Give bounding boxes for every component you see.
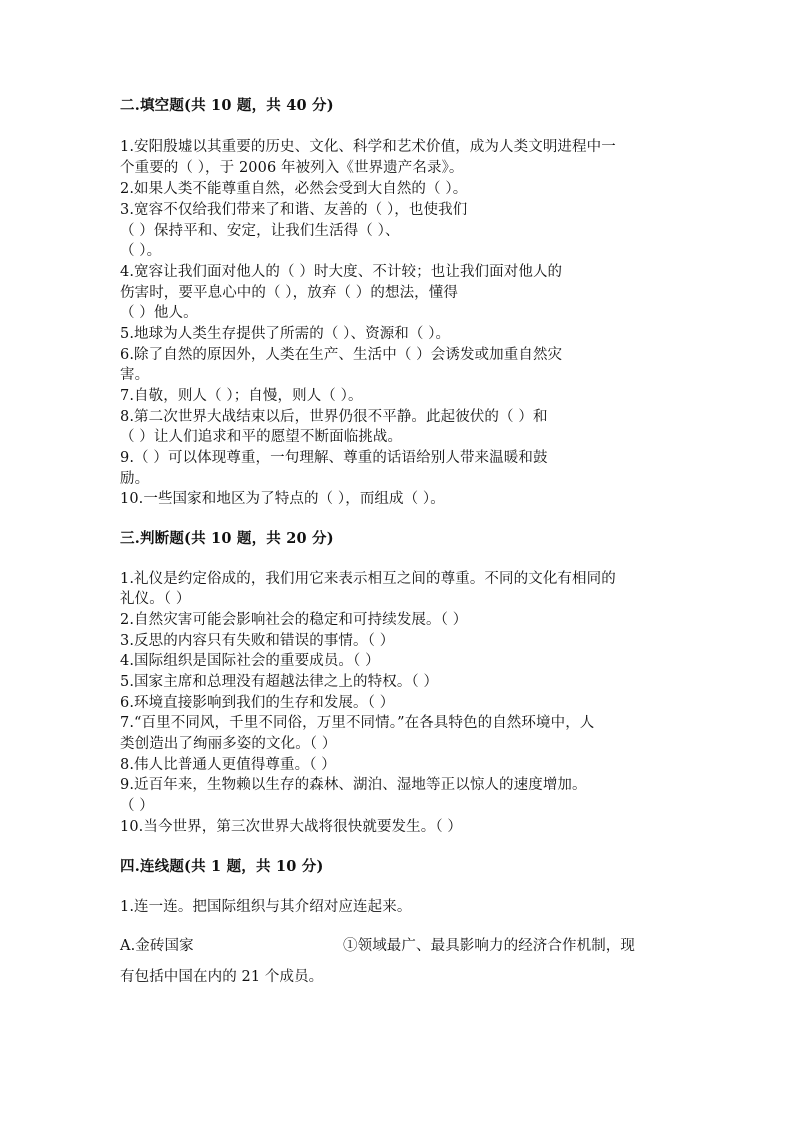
fill-line-4: 3.宽容不仅给我们带来了和谐、友善的（ ），也使我们 — [120, 202, 468, 218]
judge-line-11: 9.近百年来，生物赖以生存的森林、湖泊、湿地等正以惊人的速度增加。 — [120, 777, 587, 793]
fill-line-1: 1.安阳殷墟以其重要的历史、文化、科学和艺术价值，成为人类文明进程中一 — [120, 139, 616, 155]
fill-line-12: 害。 — [120, 367, 150, 383]
match-question: 1.连一连。把国际组织与其介绍对应连起来。 — [120, 899, 412, 915]
fill-line-10: 5.地球为人类生存提供了所需的（ ）、资源和（ ）。 — [120, 326, 451, 342]
fill-line-14: 8.第二次世界大战结束以后，世界仍很不平静。此起彼伏的（ ）和 — [120, 409, 548, 425]
judge-line-13: 10.当今世界，第三次世界大战将很快就要发生。（ ） — [120, 819, 463, 835]
fill-line-5: （ ）保持平和、安定，让我们生活得（ ）、 — [120, 223, 400, 239]
judge-line-8: 7.“百里不同风，千里不同俗，万里不同情。”在各具特色的自然环境中，人 — [120, 715, 595, 731]
fill-line-15: （ ）让人们追求和平的愿望不断面临挑战。 — [120, 429, 403, 445]
fill-line-6: （ ）。 — [120, 243, 162, 259]
fill-line-17: 励。 — [120, 471, 150, 487]
judge-line-2: 礼仪。（ ） — [120, 591, 191, 607]
fill-line-8: 伤害时，要平息心中的（ ），放弃（ ）的想法，懂得 — [120, 285, 458, 301]
judge-line-12: （ ） — [120, 798, 154, 814]
section-title-true-false: 三.判断题(共 10 题，共 20 分) — [120, 530, 334, 547]
fill-line-2: 个重要的（ ），于 2006 年被列入《世界遗产名录》。 — [120, 160, 464, 176]
fill-line-18: 10.一些国家和地区为了特点的（ ），而组成（ ）。 — [120, 491, 445, 507]
match-right-item-1-continued: 有包括中国在内的 21 个成员。 — [120, 969, 324, 985]
judge-line-3: 2.自然灾害可能会影响社会的稳定和可持续发展。（ ） — [120, 612, 468, 628]
judge-line-1: 1.礼仪是约定俗成的，我们用它来表示相互之间的尊重。不同的文化有相同的 — [120, 571, 616, 587]
fill-line-16: 9.（ ）可以体现尊重，一句理解、尊重的话语给别人带来温暖和鼓 — [120, 450, 548, 466]
judge-line-5: 4.国际组织是国际社会的重要成员。（ ） — [120, 653, 380, 669]
judge-line-10: 8.伟人比普通人更值得尊重。（ ） — [120, 757, 336, 773]
judge-line-9: 类创造出了绚丽多姿的文化。（ ） — [120, 736, 337, 752]
judge-line-4: 3.反思的内容只有失败和错误的事情。（ ） — [120, 633, 395, 649]
fill-line-13: 7.自敬，则人（ ）；自慢，则人（ ）。 — [120, 388, 363, 404]
match-right-item-1: ①领域最广、最具影响力的经济合作机制，现 — [343, 938, 635, 954]
fill-line-3: 2.如果人类不能尊重自然，必然会受到大自然的（ ）。 — [120, 181, 468, 197]
fill-line-9: （ ）他人。 — [120, 305, 198, 321]
fill-line-11: 6.除了自然的原因外，人类在生产、生活中（ ）会诱发或加重自然灾 — [120, 347, 563, 363]
match-left-item-a: A.金砖国家 — [120, 938, 194, 954]
section-title-matching: 四.连线题(共 1 题，共 10 分) — [120, 858, 324, 875]
section-title-fill-blank: 二.填空题(共 10 题，共 40 分) — [120, 97, 334, 114]
judge-line-7: 6.环境直接影响到我们的生存和发展。（ ） — [120, 695, 395, 711]
judge-line-6: 5.国家主席和总理没有超越法律之上的特权。（ ） — [120, 674, 439, 690]
fill-line-7: 4.宽容让我们面对他人的（ ）时大度、不计较；也让我们面对他人的 — [120, 264, 563, 280]
